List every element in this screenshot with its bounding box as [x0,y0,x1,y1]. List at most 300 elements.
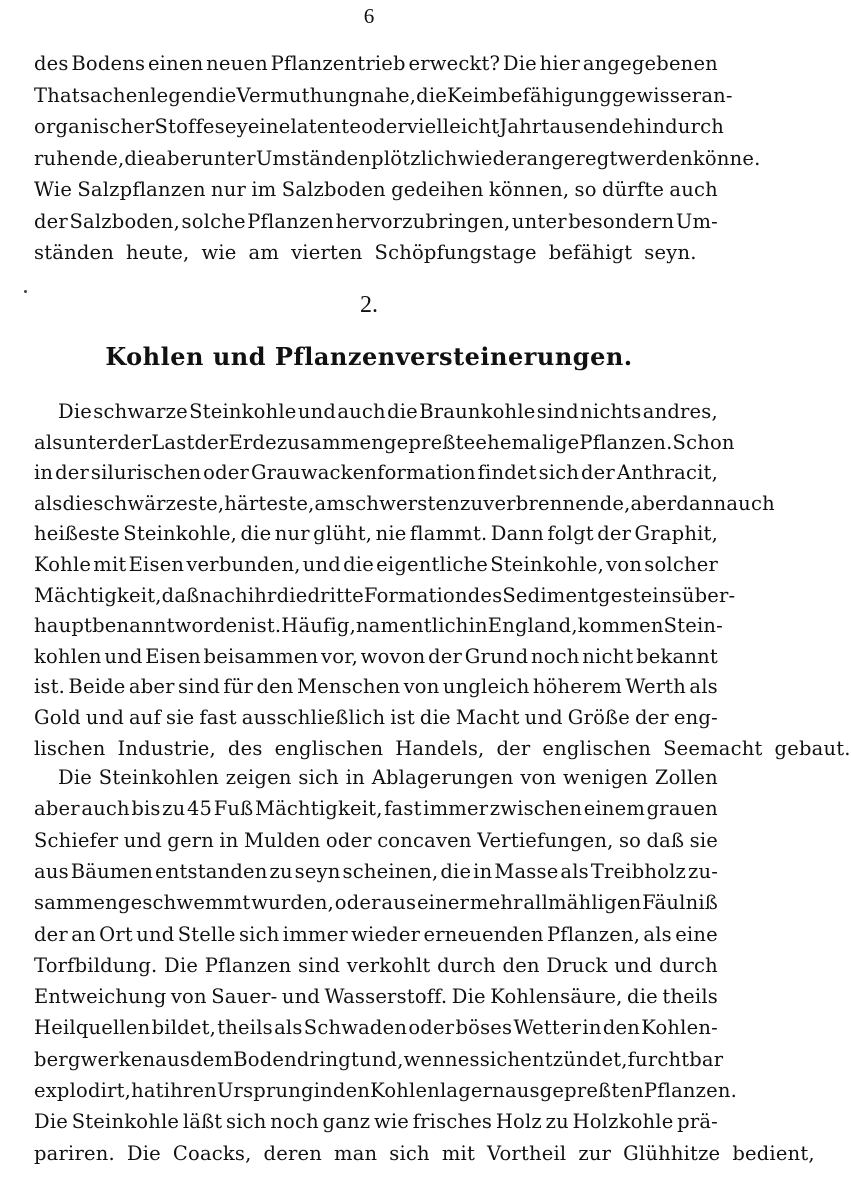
word: den [602,1016,641,1040]
word: härteste, [224,491,315,515]
word: Stelle [177,922,236,946]
word: Glühhitze [623,1141,721,1165]
word: sich [538,461,580,485]
word: so [618,828,642,852]
word: und [302,553,341,576]
word: solche [181,209,246,233]
word: Eisen [145,644,201,668]
word: in [219,828,239,852]
text-line [34,239,718,267]
word: Die [502,52,537,75]
text-line [34,612,723,640]
word: ist. [34,675,66,699]
word: der [634,706,669,729]
word: Salzpflanzen [77,178,206,201]
word: explodirt, [34,1079,132,1102]
word: Steinkohlen [98,766,219,789]
word: von [606,553,643,576]
word: in [582,1016,602,1040]
word: Eisen [128,553,185,576]
text-line [34,429,735,457]
word: zu [460,491,484,515]
word: prä- [677,1110,718,1134]
word: Industrie, [117,736,216,760]
text-line [34,1046,724,1074]
word: wie [373,1110,410,1134]
word: Wetter [513,1016,582,1040]
text-line [34,113,725,141]
word: Die [58,400,93,423]
word: Treibholz [590,859,687,883]
word: vierten [291,241,363,264]
word: und, [359,1047,404,1071]
word: Fäulniß [642,891,718,915]
word: noch [270,1110,319,1134]
word: Gold [34,706,81,729]
word: oder [361,115,407,138]
word: unter [201,146,256,170]
word: nie [375,522,407,546]
word: solcher [644,553,718,576]
word: bildet, [151,1016,217,1040]
word: sich [238,922,280,946]
word: bekannt [636,644,718,668]
word: an [71,922,96,946]
word: die [124,146,156,170]
word: als [560,859,589,883]
word: einen [147,52,204,75]
word: als [274,1016,303,1040]
word: silurischen [90,461,202,485]
word: erneuenden [423,922,544,946]
word: Heilquellen [34,1016,151,1040]
word: organischer [34,115,155,138]
word: flammt. [409,522,488,546]
word: und [136,922,175,946]
word: beisammen [203,644,319,668]
word: sind [178,675,221,699]
word: Die [164,953,199,977]
word: Stein- [663,614,723,638]
text-line [58,398,718,426]
word: ist. [250,614,282,638]
word: dritte [307,583,364,607]
text-line [34,827,718,855]
word: Sedimentgesteins [502,583,682,607]
word: seyn. [644,241,697,264]
word: in [313,1079,333,1102]
word: 45 [186,797,213,821]
word: der [194,430,229,454]
word: grauen [646,797,718,821]
word: und [281,985,321,1009]
word: aber [155,146,201,170]
word: der [55,461,90,485]
word: sich [298,766,339,789]
word: seyn [294,859,341,883]
word: dringt [296,1047,359,1071]
word: ehemalige [475,430,580,454]
word: höherem [532,675,622,699]
word: im [251,178,277,201]
word: Thatsachen [34,83,151,107]
word: aber [630,491,677,515]
word: der [580,461,615,485]
text-line [34,673,718,701]
word: aus [504,1079,540,1102]
word: und [104,644,143,668]
text-line [34,952,718,980]
word: sind [298,953,341,977]
word: mit [93,553,127,576]
text-line [34,176,718,204]
word: heißeste [34,522,120,546]
word: Pflanzen. [579,430,673,454]
word: gedeihen [391,178,484,201]
word: oder [325,828,372,852]
word: findet [477,461,537,485]
word: zu [162,797,186,821]
text-line [34,921,718,949]
word: ganz [322,1110,371,1134]
word: die [205,83,237,107]
word: gebaut. [774,736,851,760]
word: unter [511,209,567,233]
word: Braunkohle [419,400,536,423]
word: Die [126,1141,161,1165]
word: theils [217,1016,273,1040]
word: den [332,1079,371,1102]
text-line [34,582,736,610]
word: Größe [567,706,631,729]
word: Kohle [34,553,92,576]
word: Druck [546,953,608,977]
word: oder [203,461,250,485]
word: bis [131,797,161,821]
word: durch [659,953,718,977]
word: haupt [34,614,93,638]
text-line [34,208,718,236]
word: wie [201,241,237,264]
word: Bodens [71,52,146,75]
word: ungleich [442,675,530,699]
word: wieder [351,922,421,946]
word: man [334,1141,378,1165]
word: Beide [68,675,126,699]
word: allmähligen [523,891,642,915]
word: Holz [495,1110,542,1134]
word: Last [151,430,195,454]
word: sey [214,115,248,138]
word: an- [701,83,733,107]
word: in [468,614,488,638]
word: eigentliche [376,553,489,576]
word: des [227,736,263,760]
word: die [387,400,418,423]
word: folgt [547,522,594,546]
word: Pflanzen. [643,1079,738,1102]
word: zu [545,1110,569,1134]
word: und [123,828,162,852]
word: England, [487,614,578,638]
word: wurden, [251,891,334,915]
word: noch [530,644,580,668]
word: Häufig, [281,614,356,638]
word: der [34,209,68,233]
text-line [34,551,718,579]
word: sammengeschwemmt [34,891,251,915]
word: in [473,859,493,883]
word: zur [578,1141,612,1165]
word: vor, [321,644,358,668]
word: auch [81,797,130,821]
text-line [34,1014,718,1042]
text-line [34,889,718,917]
word: besondern [568,209,675,233]
word: Um- [675,209,718,233]
word: durch [437,953,496,977]
word: Pflanzen, [546,922,641,946]
word: in [345,766,365,789]
word: ständen [34,241,115,264]
word: Umständen [255,146,372,170]
word: daß [161,583,200,607]
word: nur [274,522,310,546]
word: mit [441,1141,475,1165]
word: auch [726,491,775,515]
word: und [614,953,653,977]
word: Pflanzentrieb [270,52,406,75]
word: sind [536,400,579,423]
word: Formation [363,583,468,607]
word: einem [583,797,646,821]
text-line [34,1140,815,1168]
word: wovon [360,644,426,668]
word: schwärzeste, [93,491,225,515]
word: Die [451,985,486,1009]
word: und [297,400,337,423]
word: wieder [457,146,527,170]
word: unter [62,430,118,454]
word: aber [128,675,175,699]
word: bedient, [732,1141,815,1165]
word: Grund [464,644,529,668]
word: Wasserstoff. [324,985,448,1009]
text-line [34,643,718,671]
word: so [574,178,597,201]
word: befähigt [548,241,633,264]
text-line [34,983,718,1011]
word: erweckt? [408,52,501,75]
word: hervorzubringen, [335,209,511,233]
word: und [85,706,125,729]
word: Die [58,766,93,789]
word: vielleicht [406,115,500,138]
word: die [240,522,272,546]
word: könne. [692,146,761,170]
word: sie [165,706,195,729]
word: von [403,675,440,699]
word: die [62,491,94,515]
word: nach [199,583,248,607]
word: Schöpfungstage [374,241,537,264]
word: hat [131,1079,164,1102]
word: als [643,922,672,946]
word: sich [389,1141,430,1165]
word: Ablagerungen [371,766,514,789]
word: frisches [412,1110,493,1134]
word: sich [226,1110,267,1134]
word: dürfte [601,178,665,201]
word: Werth [625,675,687,699]
word: nichts [580,400,642,423]
word: wenn [403,1047,458,1071]
word: Coacks, [172,1141,252,1165]
word: aus [34,859,69,883]
word: gern [167,828,214,852]
word: der [428,644,463,668]
word: Erde [228,430,277,454]
word: des [467,583,503,607]
word: plötzlich [371,146,458,170]
word: Schon [672,430,735,454]
word: Mächtigkeit, [254,797,383,821]
text-line [34,1077,738,1105]
word: concaven [377,828,472,852]
page-number: 6 [363,4,375,28]
word: englischen [542,736,652,760]
word: ruhende, [34,146,125,170]
word: die [627,985,658,1009]
word: läßt [182,1110,223,1134]
text-line [34,50,718,78]
word: Dann [490,522,544,546]
word: Vortheil [486,1141,567,1165]
text-line [34,490,775,518]
word: und [524,706,563,729]
word: dann [676,491,727,515]
word: für [223,675,254,699]
word: Jahrtausende [499,115,634,138]
word: Stoffe [154,115,215,138]
text-line [34,1108,718,1136]
text-line [34,858,718,886]
word: hier [539,52,581,75]
word: Handels, [395,736,485,760]
word: heute, [126,241,190,264]
word: ist [390,706,415,729]
word: Macht [455,706,520,729]
text-line [34,704,718,732]
word: hindurch [633,115,725,138]
word: Masse [494,859,559,883]
word: am [314,491,346,515]
word: nur [211,178,247,201]
word: einer [416,891,470,915]
word: Fuß [213,797,254,821]
word: schwersten [345,491,461,515]
word: Menschen [296,675,401,699]
word: theils [662,985,718,1009]
word: Salzboden, [69,209,180,233]
word: ihr [247,583,277,607]
word: entstanden [154,859,268,883]
word: aus [155,1047,191,1071]
word: legen [150,83,206,107]
word: böses [455,1016,513,1040]
word: Schiefer [34,828,119,852]
word: gewisser [611,83,702,107]
word: nahe, [360,83,417,107]
word: Kohlensäure, [490,985,623,1009]
text-line [34,82,733,110]
word: angeregt [526,146,618,170]
word: aus [381,891,417,915]
word: die [343,553,374,576]
word: Die [34,1110,69,1134]
word: werden [617,146,693,170]
word: eine [675,922,718,946]
word: verbunden, [186,553,301,576]
word: zwischen [489,797,583,821]
word: es [457,1047,480,1071]
word: Ort [99,922,133,946]
word: fast [384,797,422,821]
word: von [520,766,557,789]
word: glüht, [313,522,373,546]
word: lischen [34,736,106,760]
word: zeigen [225,766,292,789]
word: sich [479,1047,521,1071]
word: englischen [274,736,384,760]
word: ausschließlich [241,706,386,729]
word: Entweichung [34,985,167,1009]
word: nicht [582,644,634,668]
word: zu- [687,859,718,883]
word: Schwaden [303,1016,408,1040]
word: Graphit, [634,522,718,546]
word: deren [263,1141,322,1165]
word: aber [34,797,80,821]
word: Torfbildung. [34,953,158,977]
word: ihren [163,1079,217,1102]
word: pariren. [34,1141,115,1165]
word: Steinkohle [71,1110,180,1134]
word: mehr [469,891,523,915]
word: zusammengepreßte [276,430,476,454]
word: zu [269,859,293,883]
word: als [34,491,63,515]
word: schwarze [93,400,188,423]
word: worden [174,614,251,638]
word: verkohlt [346,953,431,977]
word: angegebenen [582,52,718,75]
word: Vermuthung [236,83,361,107]
word: über- [681,583,736,607]
word: des [34,52,69,75]
text-line [34,520,718,548]
word: Boden [233,1047,297,1071]
word: Ursprung [216,1079,314,1102]
word: auch [337,400,386,423]
word: Holzkohle [572,1110,674,1134]
word: der [597,522,632,546]
word: namentlich [356,614,469,638]
word: Mulden [243,828,321,852]
word: Pflanzen [204,953,292,977]
text-line [34,459,718,487]
word: Mächtigkeit, [34,583,162,607]
